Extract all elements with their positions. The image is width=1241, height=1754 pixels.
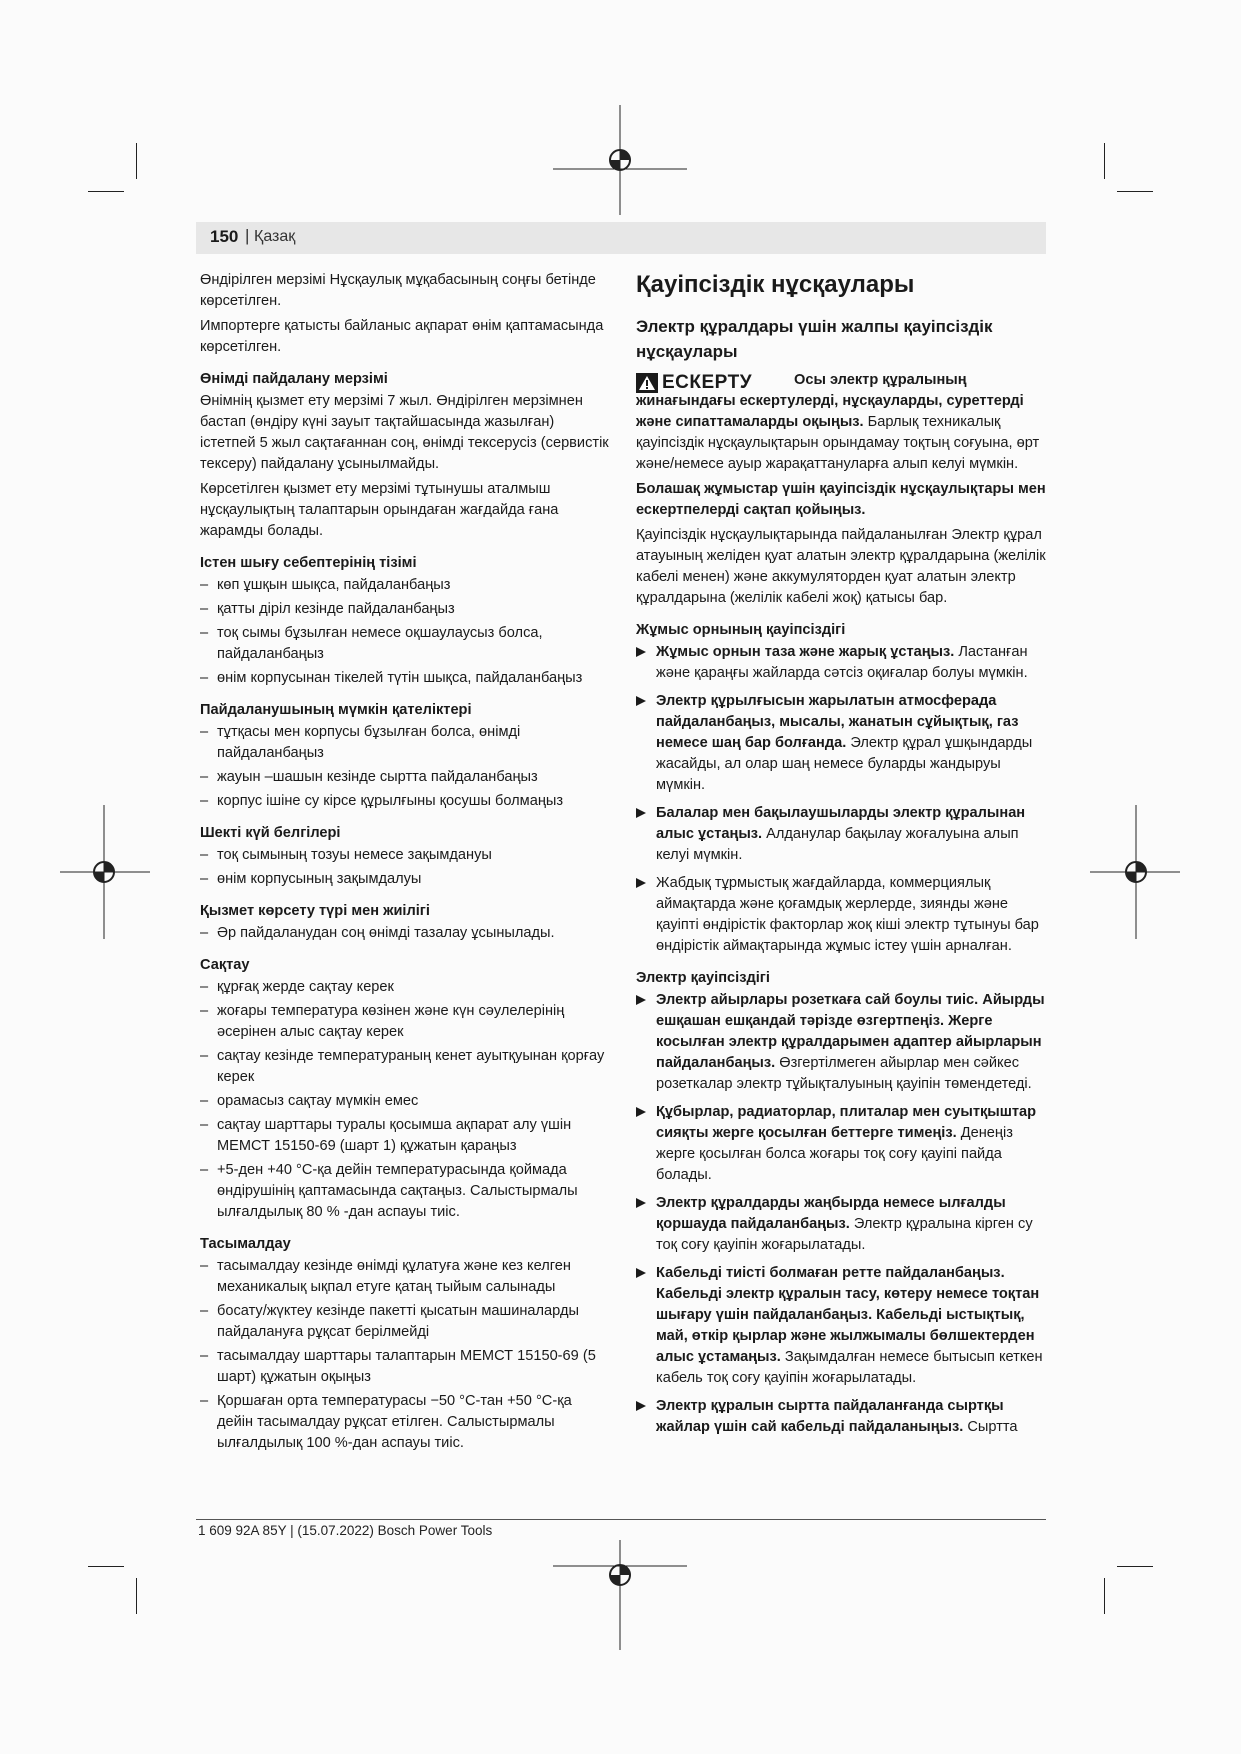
item-bold: Кабельді тиісті болмаған ретте пайдаланбаңыз. Кабельді электр құралын тасу, көтеру немесе тоқтан шығару үшін пайдаланбаңыз. Кабельді ыстықтық, май, өткір қырлар және жылжымалы бөлшектерден алыс ұстамаңыз. (656, 1265, 1040, 1365)
section-heading: Істен шығу себептерінің тізімі (200, 555, 417, 571)
list-item: – Қоршаған орта температурасы −50 °C-тан +50 °C-қа дейін тасымалдау рұқсат етілген. Салыстырмалы ылғалдылық 100 %-дан аспауы тиіс. (200, 1391, 610, 1454)
page-header (196, 222, 1046, 254)
list-item: – +5-ден +40 °C-қа дейін температурасында қоймада өндірушінің қаптамасында сақтаңыз. Салыстырмалы ылғалдылық 80 % -дан аспауы тиіс. (200, 1160, 610, 1223)
paragraph: Көрсетілген қызмет ету мерзімі тұтынушы аталмыш нұсқаулықтың талаптарын орындаған жағдайда ғана жарамды болады. (200, 481, 559, 539)
list-item (636, 1193, 1050, 1256)
bullet-arrow-icon (636, 1107, 646, 1117)
section-heading: Пайдаланушының мүмкін қателіктері (200, 702, 472, 718)
intro-paragraph: Өндірілген мерзімі Нұсқаулық мұқабасының соңғы бетінде көрсетілген. (200, 272, 596, 309)
dash-list (200, 722, 610, 812)
list-item: – сақтау шарттары туралы қосымша ақпарат алу үшін МЕМСТ 15150-69 (шарт 1) құжатын қараңыз (200, 1115, 610, 1157)
list-item (636, 642, 1050, 684)
item-bold: Электр құралын сыртта пайдаланғанда сыртқы жайлар үшін сай кабельді пайдаланыңыз. (656, 1398, 1004, 1435)
list-item: – сақтау кезінде температураның кенет ауытқуынан қорғау керек (200, 1046, 610, 1088)
item-bold: Электр құрылғысын жарылатын атмосферада пайдаланбаңыз, мысалы, жанатын сұйықтық, газ немесе шаң бар болғанда. (656, 693, 1019, 751)
section-heading: Электр қауіпсіздігі (636, 970, 770, 986)
section-heading: Сақтау (200, 957, 250, 973)
page-number: 150 (210, 227, 239, 246)
registration-mark-icon (553, 1540, 687, 1650)
bullet-arrow-icon (636, 696, 646, 706)
page-title: Қауіпсіздік нұсқаулары (636, 271, 915, 298)
list-item (636, 803, 1050, 866)
list-item: – қатты діріл кезінде пайдаланбаңыз (200, 599, 610, 620)
dash-list (200, 575, 610, 689)
section-heading: Тасымалдау (200, 1236, 291, 1252)
list-item (636, 1263, 1050, 1389)
section-heading: Шекті күй белгілері (200, 825, 341, 841)
list-item (636, 691, 1050, 796)
crop-mark (136, 1578, 137, 1614)
crop-mark (88, 1566, 124, 1567)
item-text: Электр құралына кірген су тоқ соғу қауіпін жоғарылатады. (656, 1216, 1033, 1253)
section-heading: Өнімді пайдалану мерзімі (200, 371, 388, 387)
item-text: Денеңіз жерге қосылған болса жоғары тоқ соғу қауіпі пайда болады. (656, 1125, 1013, 1183)
crop-mark (1117, 1566, 1153, 1567)
bullet-arrow-icon (636, 1268, 646, 1278)
item-text: Алданулар бақылау жоғалуына алып келуі мүмкін. (656, 826, 1019, 863)
list-item: – тұтқасы мен корпусы бұзылған болса, өнімді пайдаланбаңыз (200, 722, 610, 764)
list-item: – өнім корпусынан тікелей түтін шықса, пайдаланбаңыз (200, 668, 610, 689)
item-bold: Электр құралдарды жаңбырда немесе ылғалды қоршауда пайдаланбаңыз. (656, 1195, 1006, 1232)
bullet-arrow-icon (636, 808, 646, 818)
header-separator: | (245, 226, 250, 245)
section-heading: Қызмет көрсету түрі мен жиілігі (200, 903, 430, 919)
warning-block (636, 370, 1050, 475)
arrow-list (636, 642, 1050, 957)
section-title: Электр құралдары үшін жалпы қауіпсіздік нұсқаулары (636, 317, 993, 361)
registration-mark-icon (553, 105, 687, 215)
registration-mark-icon (60, 805, 150, 939)
list-item: – корпус ішіне су кірсе құрылғыны қосушы болмаңыз (200, 791, 610, 812)
warning-triangle-icon (636, 373, 658, 393)
list-item: – Әр пайдаланудан соң өнімді тазалау ұсынылады. (200, 923, 610, 944)
keep-notice: Болашақ жұмыстар үшін қауіпсіздік нұсқаулықтары мен ескертпелерді сақтап қойыңыз. (636, 481, 1046, 518)
list-item: – тоқ сымы бұзылған немесе оқшаулаусыз болса, пайдаланбаңыз (200, 623, 610, 665)
item-text: Ластанған және қараңғы жайларда сәтсіз оқиғалар болуы мүмкін. (656, 644, 1028, 681)
page-footer: 1 609 92A 85Y | (15.07.2022) Bosch Power Tools (198, 1523, 493, 1538)
dash-list (200, 845, 610, 890)
item-text: Зақымдалған немесе бытысып кеткен кабель тоқ соғу қауіпін жоғарылатады. (656, 1349, 1043, 1386)
crop-mark (88, 191, 124, 192)
item-text: Электр құрал ұшқындарды жасайды, ал олар шаң немесе буларды жандыруы мүмкін. (656, 735, 1033, 793)
list-item: – құрғақ жерде сақтау керек (200, 977, 610, 998)
footer-rule (196, 1519, 1046, 1520)
list-item: – тасымалдау кезінде өнімді құлатуға және кез келген механикалық ықпал етуге қатаң тыйым салынады (200, 1256, 610, 1298)
warning-bold-text: Осы электр құралының жинағындағы ескертулерді, нұсқауларды, суреттерді және сипаттамаларды оқыңыз. (636, 372, 1024, 430)
bullet-arrow-icon (636, 647, 646, 657)
item-text: Өзгертілмеген айырлар мен сәйкес розеткалар электр тұйықталуының қауіпін төмендетеді. (656, 1055, 1032, 1092)
arrow-list (636, 990, 1050, 1438)
dash-list (200, 923, 610, 944)
item-bold: Жұмыс орнын таза және жарық ұстаңыз. (656, 644, 955, 660)
warning-label: ЕСКЕРТУ (662, 372, 753, 393)
bullet-arrow-icon (636, 878, 646, 888)
bullet-arrow-icon (636, 995, 646, 1005)
list-item: – көп ұшқын шықса, пайдаланбаңыз (200, 575, 610, 596)
warning-text: Барлық техникалық қауіпсіздік нұсқаулықтарын орындамау тоқтың соғуына, өрт және/немесе ауыр жарақаттануларға алып келуі мүмкін. (636, 414, 1040, 472)
definition-paragraph: Қауіпсіздік нұсқаулықтарында пайдаланылған Электр құрал атауының желіден қуат алатын электр құралдарына (желілік кабелі менен) және аккумуляторден қуат алатын электр құралдарына (желілік кабелі жоқ) қатысы бар. (636, 527, 1046, 606)
crop-mark (1104, 1578, 1105, 1614)
item-bold: Электр айырлары розеткаға сай боулы тиіс. Айырды ешқашан ешқандай тәрізде өзгертпеңіз. Жерге косылған электр құралдарымен адаптер айырларын пайдаланбаңыз. (656, 992, 1045, 1071)
warning-badge (636, 372, 752, 393)
registration-mark-icon (1090, 805, 1180, 939)
dash-list (200, 1256, 610, 1454)
intro-paragraph: Импортерге қатысты байланыс ақпарат өнім қаптамасында көрсетілген. (200, 318, 604, 355)
list-item: – жоғары температура көзінен және күн сәулелерінің әсерінен алыс сақтау керек (200, 1001, 610, 1043)
list-item: – тасымалдау шарттары талаптарын МЕМСТ 15150-69 (5 шарт) құжатын оқыңыз (200, 1346, 610, 1388)
header-language: Қазақ (254, 228, 296, 245)
list-item (636, 1396, 1050, 1438)
item-text: Сыртта (963, 1419, 1018, 1435)
bullet-arrow-icon (636, 1198, 646, 1208)
list-item: – босату/жүктеу кезінде пакетті қысатын машиналарды пайдалануға рұқсат берілмейді (200, 1301, 610, 1343)
list-item: – орамасыз сақтау мүмкін емес (200, 1091, 610, 1112)
list-item (636, 1102, 1050, 1186)
list-item (636, 873, 1050, 957)
list-item: – тоқ сымының тозуы немесе зақымдануы (200, 845, 610, 866)
bullet-arrow-icon (636, 1401, 646, 1411)
paragraph: Өнімнің қызмет ету мерзімі 7 жыл. Өндірілген мерзімнен бастап (өндіру күні зауыт тақтайшасында жазылған) істетпей 5 жыл сақтағаннан соң, өнімді тексерусіз (сервистік тексеру) пайдалану ұсынылмайды. (200, 393, 609, 472)
list-item: – өнім корпусының зақымдалуы (200, 869, 610, 890)
crop-mark (136, 143, 137, 179)
item-bold: Балалар мен бақылаушыларды электр құралынан алыс ұстаңыз. (656, 805, 1026, 842)
section-heading: Жұмыс орнының қауіпсіздігі (636, 622, 846, 638)
list-item: – жауын –шашын кезінде сыртта пайдаланбаңыз (200, 767, 610, 788)
crop-mark (1117, 191, 1153, 192)
left-column (200, 270, 610, 1457)
item-text: Жабдық тұрмыстық жағдайларда, коммерциялық аймақтарда және қоғамдық жерлерде, зиянды және қауіпті өндірістік факторлар жоқ кіші электр тұтынуы бар өндірістік аймақтарында жұмыс істеу үшін арналған. (656, 875, 1039, 954)
crop-mark (1104, 143, 1105, 179)
dash-list (200, 977, 610, 1223)
list-item (636, 990, 1050, 1095)
item-bold: Құбырлар, радиаторлар, плиталар мен суытқыштар сияқты жерге қосылған беттерге тимеңіз. (656, 1104, 1037, 1141)
right-column (636, 270, 1050, 1445)
